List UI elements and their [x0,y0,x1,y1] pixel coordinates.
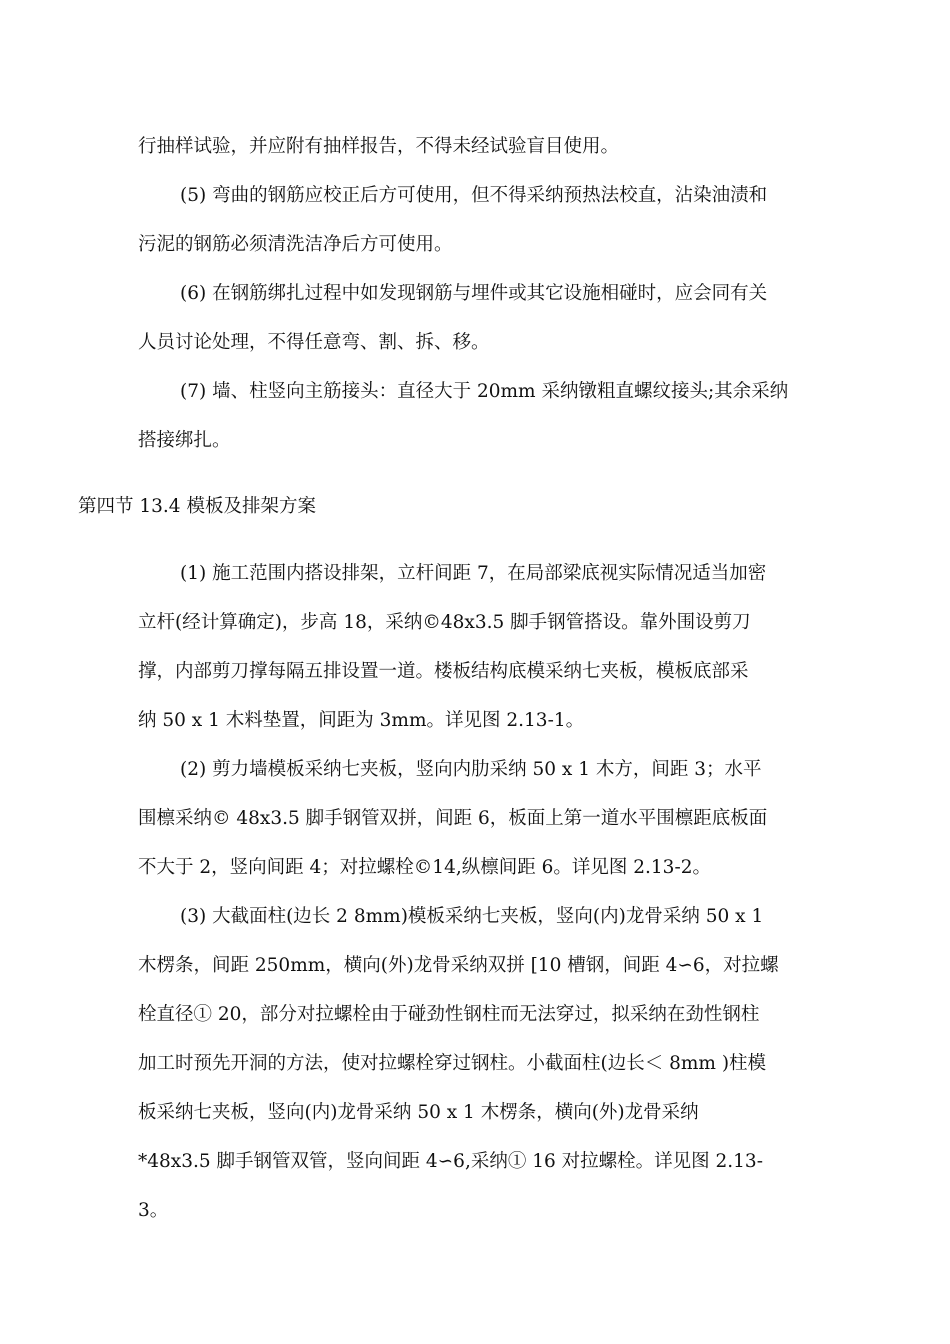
text-line: 栓直径① 20，部分对拉螺栓由于碰劲性钢柱而无法穿过，拟采纳在劲性钢柱 [138,1004,760,1025]
text-line: 板采纳七夹板，竖向(内)龙骨采纳 50 x 1 木楞条，横向(外)龙骨采纳 [138,1102,699,1123]
text-line: (1) 施工范围内搭设排架，立杆间距 7，在局部梁底视实际情况适当加密 [180,563,767,584]
text-line: 加工时预先开洞的方法，使对拉螺栓穿过钢柱。小截面柱(边长＜ 8mm )柱模 [138,1053,767,1074]
text-line: (5) 弯曲的钢筋应校正后方可使用，但不得采纳预热法校直，沾染油渍和 [180,185,768,206]
text-line: 不大于 2，竖向间距 4；对拉螺栓©14,纵檩间距 6。详见图 2.13-2。 [138,857,711,878]
text-line: 木楞条，间距 250mm，横向(外)龙骨采纳双拼 [10 槽钢，间距 4∽6，对拉螺 [138,955,779,976]
text-line: (3) 大截面柱(边长 2 8mm)模板采纳七夹板，竖向(内)龙骨采纳 50 x 1 [180,906,764,927]
text-line: (2) 剪力墙模板采纳七夹板，竖向内肋采纳 50 x 1 木方，间距 3；水平 [180,759,762,780]
text-line: 撑，内部剪刀撑每隔五排设置一道。楼板结构底模采纳七夹板，模板底部采 [138,661,749,682]
section-heading: 第四节 13.4 模板及排架方案 [78,496,316,517]
text-line: 纳 50 x 1 木料垫置，间距为 3mm。详见图 2.13-1。 [138,710,585,731]
text-line: 污泥的钢筋必须清洗洁净后方可使用。 [138,234,453,255]
text-line: 搭接绑扎。 [138,430,231,451]
text-line: (6) 在钢筋绑扎过程中如发现钢筋与埋件或其它设施相碰时，应会同有关 [180,283,768,304]
text-line: (7) 墙、柱竖向主筋接头：直径大于 20mm 采纳镦粗直螺纹接头;其余采纳 [180,381,789,402]
text-line: 围檩采纳© 48x3.5 脚手钢管双拼，间距 6，板面上第一道水平围檩距底板面 [138,808,768,829]
text-line: 人员讨论处理，不得任意弯、割、拆、移。 [138,332,490,353]
text-line: *48x3.5 脚手钢管双管，竖向间距 4∽6,采纳① 16 对拉螺栓。详见图 2.13- [138,1151,763,1172]
text-line: 行抽样试验，并应附有抽样报告，不得未经试验盲目使用。 [138,136,620,157]
text-line: 3。 [138,1200,169,1221]
text-line: 立杆(经计算确定)，步高 18，采纳©48x3.5 脚手钢管搭设。靠外围设剪刀 [138,612,751,633]
